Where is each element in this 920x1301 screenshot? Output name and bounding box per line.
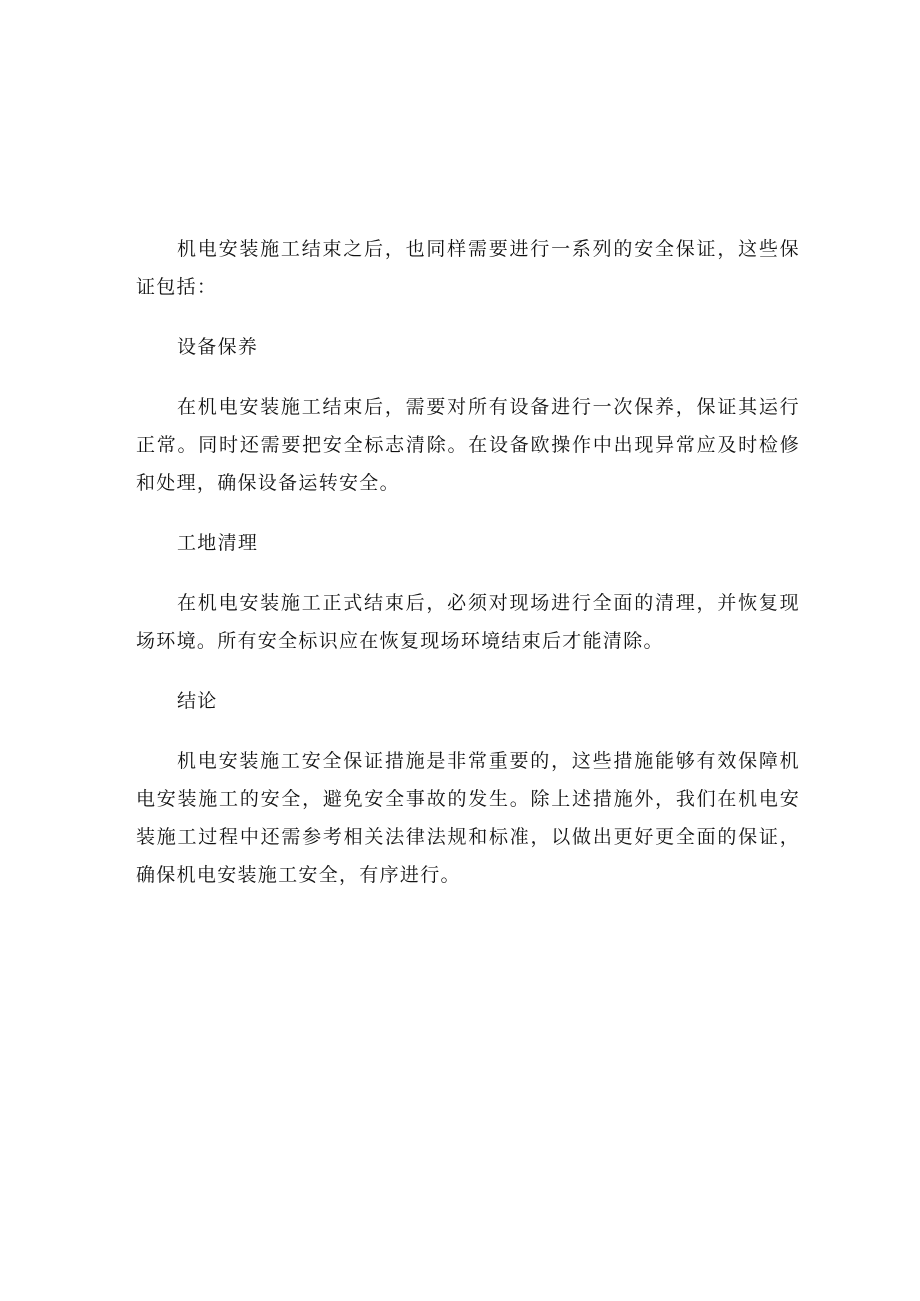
intro-paragraph: 机电安装施工结束之后，也同样需要进行一系列的安全保证，这些保证包括：: [136, 238, 800, 298]
equipment-maintenance-paragraph: 在机电安装施工结束后，需要对所有设备进行一次保养，保证其运行正常。同时还需要把安全标志清除。在设备欧操作中出现异常应及时检修和处理，确保设备运转安全。: [136, 396, 800, 494]
section-heading-conclusion: 结论: [177, 690, 218, 712]
section-heading-site-cleanup: 工地清理: [177, 532, 259, 554]
conclusion-paragraph: 机电安装施工安全保证措施是非常重要的，这些措施能够有效保障机电安装施工的安全，避免安全事故的发生。除上述措施外，我们在机电安装施工过程中还需参考相关法律法规和标准，以做出更好更全面的保证，确保机电安装施工安全，有序进行。: [136, 750, 800, 886]
site-cleanup-paragraph: 在机电安装施工正式结束后，必须对现场进行全面的清理，并恢复现场环境。所有安全标识应在恢复现场环境结束后才能清除。: [136, 592, 800, 652]
document-body: [136, 230, 800, 916]
section-heading-equipment-maintenance: 设备保养: [177, 336, 259, 358]
